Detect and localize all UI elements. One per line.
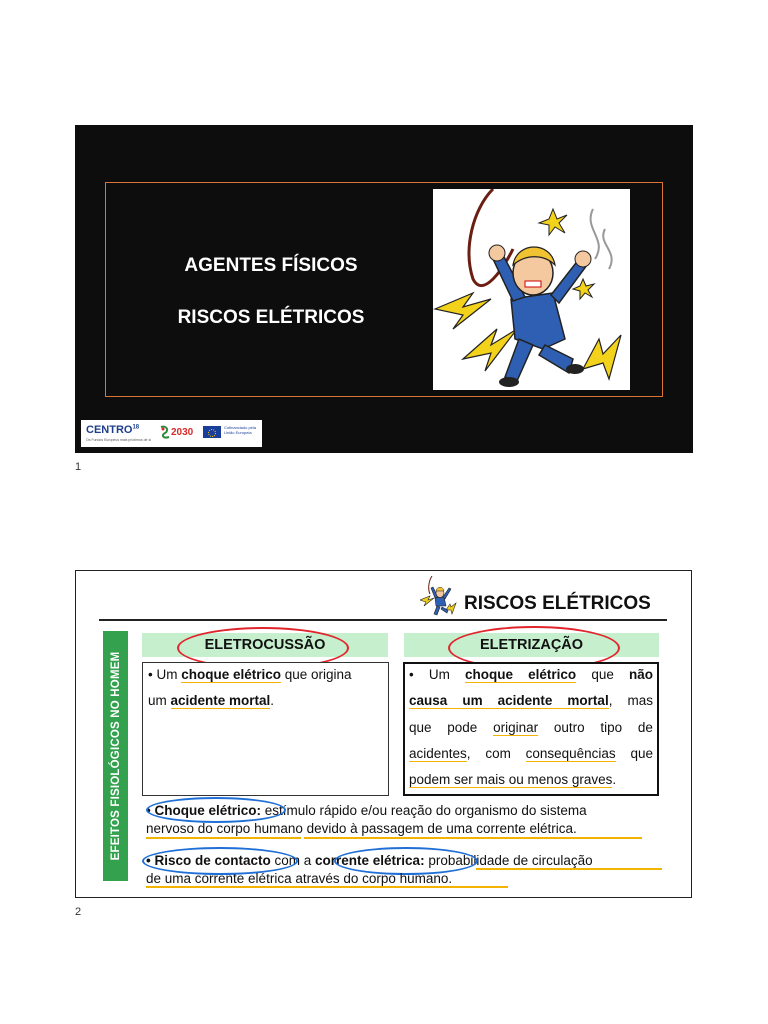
eletrocussao-box <box>142 662 389 796</box>
eu-cofinanced-text: Cofinanciado pela União Europeia <box>224 425 257 435</box>
title-rule <box>99 619 667 621</box>
slide-1-title-line-2: RISCOS ELÉTRICOS <box>177 307 365 328</box>
slide-2-title: RISCOS ELÉTRICOS <box>464 593 651 614</box>
centro-logo: CENTRO$^{18}$ <box>86 424 140 436</box>
risco-contacto-definition-line-2: de uma corrente elétrica através do corpo humano. <box>146 871 453 886</box>
page-number-1: 1 <box>75 461 82 473</box>
portugal-logo-mark <box>159 425 171 439</box>
eletrocussao-line-2: um acidente mortal. <box>148 693 275 708</box>
electrocuted-man-illustration <box>433 189 630 390</box>
yellow-underline <box>476 868 662 870</box>
eletrizacao-heading: ELETRIZAÇÃO <box>479 637 584 653</box>
eletrizacao-line-5: podem ser mais ou menos graves. <box>409 772 617 787</box>
yellow-underline <box>146 837 301 839</box>
slide-2 <box>75 570 692 898</box>
funding-logos <box>81 420 262 447</box>
eletrizacao-line-1: • Um choque elétrico que não <box>409 667 653 682</box>
sidebar-text: EFEITOS FISIOLÓGICOS NO HOMEM <box>109 651 122 861</box>
page-number-2: 2 <box>75 906 82 918</box>
eletrocussao-heading: ELETROCUSSÃO <box>204 637 326 653</box>
eletrizacao-line-3: que pode originar outro tipo de <box>409 720 653 735</box>
sidebar-label <box>103 631 128 881</box>
choque-eletrico-definition-line-1: • Choque elétrico: estímulo rápido e/ou reação do organismo do sistema <box>146 803 587 818</box>
eletrizacao-box <box>403 662 659 796</box>
yellow-underline <box>304 837 642 839</box>
slide-1 <box>75 125 693 453</box>
yellow-underline <box>146 886 508 888</box>
slide-1-title-line-1: AGENTES FÍSICOS <box>184 255 358 276</box>
eletrizacao-line-4: acidentes, com consequências que <box>409 746 653 761</box>
eu-flag-icon <box>203 426 221 438</box>
centro-tagline: Os Fundos Europeus mais próximos de si <box>86 438 151 442</box>
eletrizacao-line-2: causa um acidente mortal, mas <box>409 693 654 708</box>
choque-eletrico-definition-line-2: nervoso do corpo humano devido à passagem de uma corrente elétrica. <box>146 821 577 836</box>
electrocuted-man-icon <box>420 576 458 616</box>
eletrocussao-line-1: • Um choque elétrico que origina <box>148 667 352 682</box>
risco-contacto-definition-line-1: • Risco de contacto com a corrente elétrica: probabilidade de circulação <box>146 853 593 868</box>
portugal-2030-logo: 2030 <box>171 427 194 438</box>
